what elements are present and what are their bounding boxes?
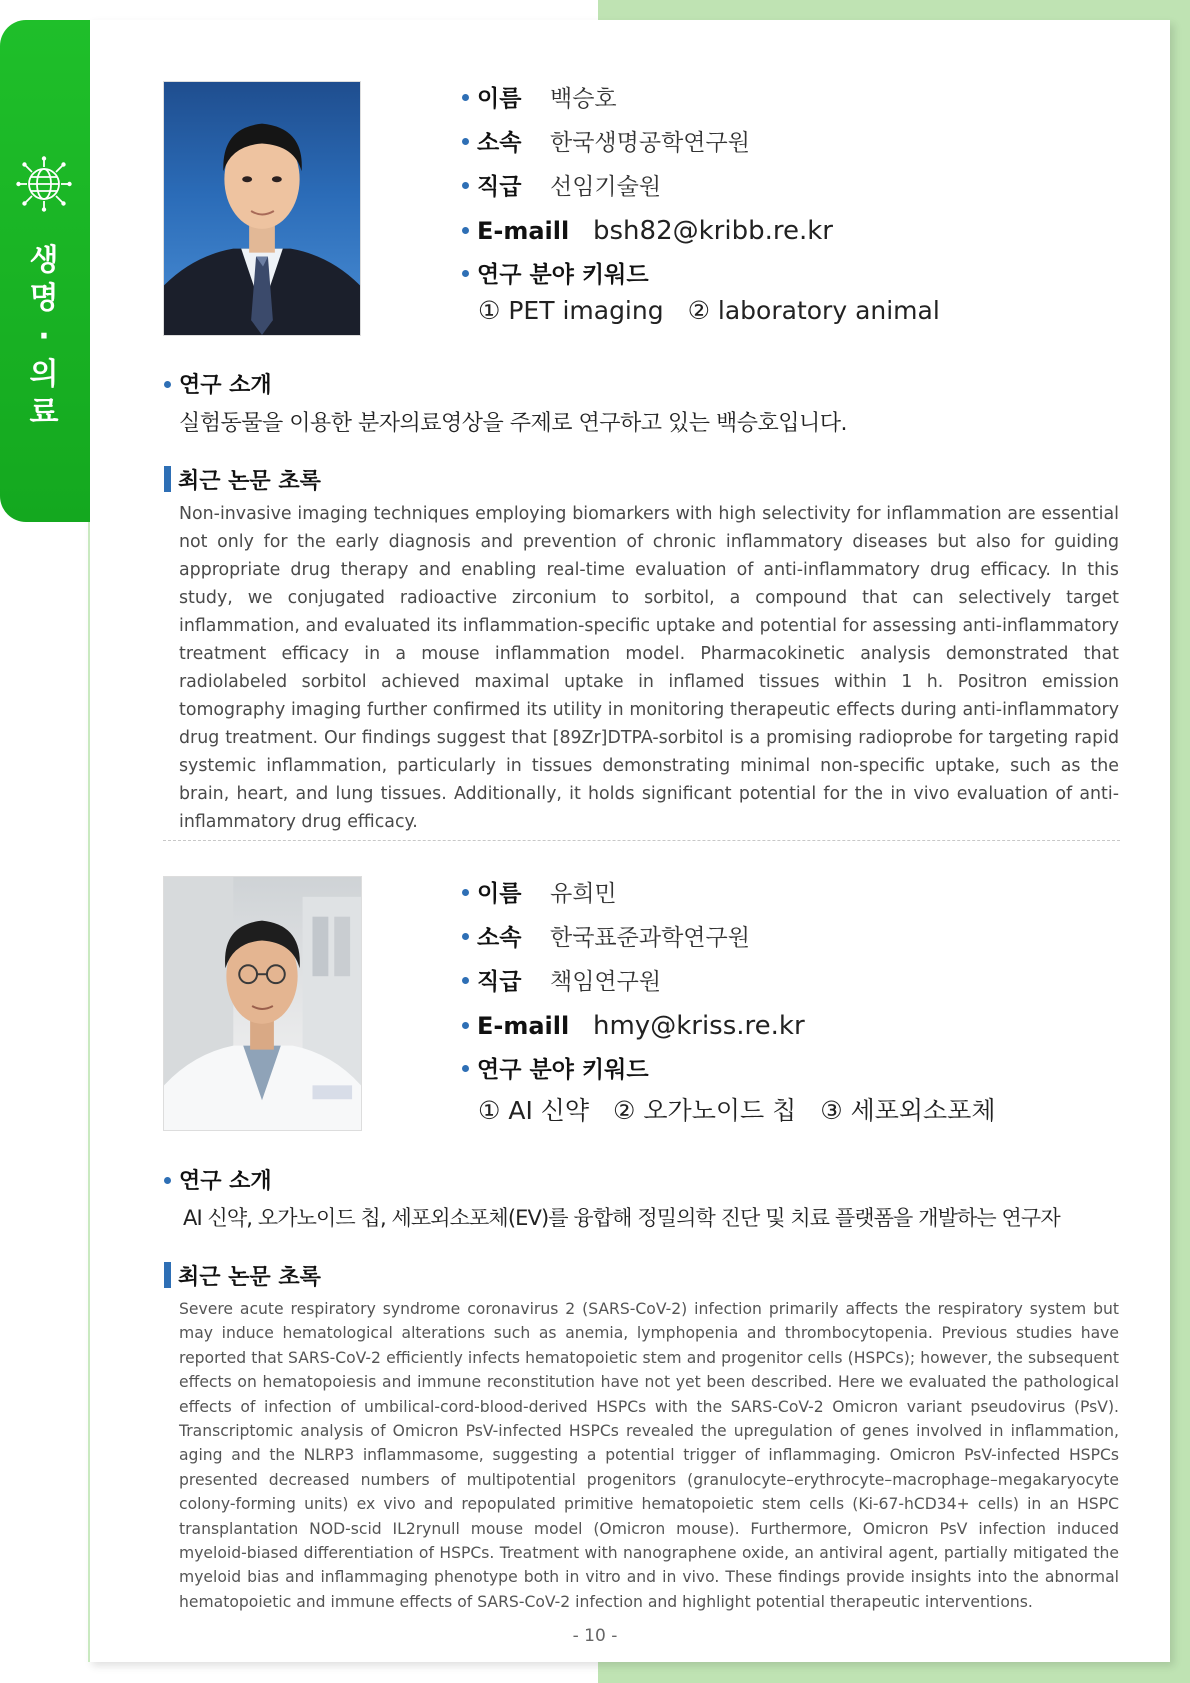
category-label-char: 명	[29, 281, 59, 316]
keywords-list	[478, 296, 956, 325]
position-value: 책임연구원	[550, 969, 662, 995]
profile-photo	[163, 81, 361, 336]
name-value: 유희민	[550, 881, 617, 907]
abstract-text: Non-invasive imaging techniques employing biomarkers with high selectivity for inflammation are essential not only for the early diagnosis and prevention of chronic inflammatory diseases but also for guiding appropriate drug therapy and enabling real-time evaluation of anti-inflammatory drug efficacy. In this study, we conjugated radioactive zirconium to sorbitol, a compound that can selectively target inflammation, and evaluated its inflammation-specific uptake and potential for assessing anti-inflammatory treatment efficacy in a mouse inflammation model. Pharmacokinetic analysis demonstrated that radiolabeled sorbitol achieved maximal uptake in inflamed tissues within 1 h. Positron emission tomography imaging further confirmed its utility in monitoring therapeutic effects during anti-inflammatory drug treatment. Our findings suggest that [89Zr]DTPA-sorbitol is a promising radioprobe for targeting rapid systemic inflammation, particularly in tissues demonstrating minimal non-specific uptake, such as the brain, heart, and lung tissues. Additionally, it holds significant potential for the in vivo evaluation of anti-inflammatory drug efficacy.	[179, 504, 1119, 832]
category-label	[22, 242, 66, 432]
category-side-tab	[0, 20, 90, 522]
page-number: - 10 -	[572, 1626, 618, 1646]
category-label-char: 료	[29, 395, 59, 430]
decor-green-band-right	[1170, 0, 1190, 1683]
profile-name-row	[462, 876, 617, 912]
keyword-item: ③ 세포외소포체	[820, 1096, 996, 1125]
intro-text: AI 신약, 오가노이드 칩, 세포외소포체(EV)를 융합해 정밀의학 진단 및 치료 플랫폼을 개발하는 연구자	[183, 1206, 1060, 1230]
bullet-icon	[462, 1065, 469, 1072]
bullet-icon	[462, 182, 469, 189]
name-label: 이름	[477, 881, 522, 907]
bullet-icon	[462, 1022, 469, 1029]
intro-label: 연구 소개	[179, 373, 272, 398]
affiliation-value: 한국생명공학연구원	[550, 130, 750, 156]
profile-name-row	[462, 81, 617, 117]
profile-position-row	[462, 964, 661, 1000]
profile-photo	[163, 876, 362, 1131]
profile-affiliation-row	[462, 920, 750, 956]
intro-heading	[164, 1164, 272, 1195]
email-label: E-maill	[477, 1012, 570, 1040]
position-value: 선임기술원	[550, 174, 662, 200]
section-divider	[163, 840, 1120, 841]
keyword-item: ② 오가노이드 칩	[613, 1096, 797, 1125]
keyword-item: ② laboratory animal	[687, 296, 940, 325]
affiliation-value: 한국표준과학연구원	[550, 925, 750, 951]
profile-email-row	[462, 1008, 805, 1044]
bullet-icon	[164, 1177, 171, 1184]
keywords-label: 연구 분야 키워드	[477, 1057, 649, 1083]
keyword-item: ① AI 신약	[478, 1096, 590, 1125]
bullet-icon	[462, 889, 469, 896]
bullet-icon	[462, 227, 469, 234]
bullet-icon	[462, 138, 469, 145]
name-value: 백승호	[550, 86, 617, 112]
intro-label: 연구 소개	[179, 1169, 272, 1194]
abstract-text: Severe acute respiratory syndrome coronavirus 2 (SARS-CoV-2) infection primarily affects the respiratory system but may induce hematological alterations such as anemia, lymphopenia and thrombocytopenia. Previous studies have reported that SARS-CoV-2 efficiently infects hematopoietic stem and progenitor cells (HSPCs); however, the subsequent effects on hematopoiesis and immune reconstitution have not yet been described. Here we evaluated the pathological effects of infection of umbilical-cord-blood-derived HSPCs with the SARS-CoV-2 Omicron variant pseudovirus (PsV). Transcriptomic analysis of Omicron PsV-infected HSPCs revealed the upregulation of genes involved in inflammation, aging and the NLRP3 inflammasome, suggesting a potential trigger of inflammaging. Omicron PsV-infected HSPCs presented decreased numbers of multipotential progenitors (granulocyte–erythrocyte–macrophage–megakaryocyte colony-forming units) ex vivo and repopulated primitive hematopoietic stem cells (Ki-67-hCD34+ cells) in an HSPC transplantation NOD-scid IL2rynull mouse model (Omicron mouse). Furthermore, Omicron PsV infection induced myeloid-biased differentiation of HSPCs. Treatment with nanographene oxide, an antiviral agent, partially mitigated the myeloid bias and inflammaging phenotype both in vitro and in vivo. These findings provide insights into the abnormal hematopoietic and immune effects of SARS-CoV-2 infection and highlight potential therapeutic interventions.	[179, 1300, 1119, 1611]
profile-position-row	[462, 169, 661, 205]
bullet-icon	[462, 94, 469, 101]
keywords-list	[478, 1091, 1011, 1127]
intro-text: 실험동물을 이용한 분자의료영상을 주제로 연구하고 있는 백승호입니다.	[179, 411, 848, 436]
profile-keywords-row	[462, 1052, 649, 1088]
abstract-heading: 최근 논문 초록	[164, 464, 321, 495]
affiliation-label: 소속	[477, 130, 522, 156]
email-link[interactable]: hmy@kriss.re.kr	[593, 1011, 805, 1041]
bullet-icon	[462, 933, 469, 940]
profile-keywords-row	[462, 257, 649, 293]
profile-email-row	[462, 213, 833, 249]
position-label: 직급	[477, 969, 522, 995]
name-label: 이름	[477, 86, 522, 112]
bullet-icon	[462, 270, 469, 277]
bullet-icon	[462, 977, 469, 984]
category-label-char: ·	[38, 319, 50, 354]
profile-affiliation-row	[462, 125, 750, 161]
decor-green-band-bottom	[598, 1662, 1190, 1683]
abstract-heading: 최근 논문 초록	[164, 1260, 321, 1291]
position-label: 직급	[477, 174, 522, 200]
email-label: E-maill	[477, 217, 570, 245]
email-link[interactable]: bsh82@kribb.re.kr	[593, 216, 833, 246]
bullet-icon	[164, 381, 171, 388]
keyword-item: ① PET imaging	[478, 296, 664, 325]
category-label-char: 의	[29, 357, 59, 392]
category-label-char: 생	[29, 243, 59, 278]
affiliation-label: 소속	[477, 925, 522, 951]
intro-heading	[164, 368, 272, 399]
globe-icon	[16, 156, 72, 212]
keywords-label: 연구 분야 키워드	[477, 262, 649, 288]
